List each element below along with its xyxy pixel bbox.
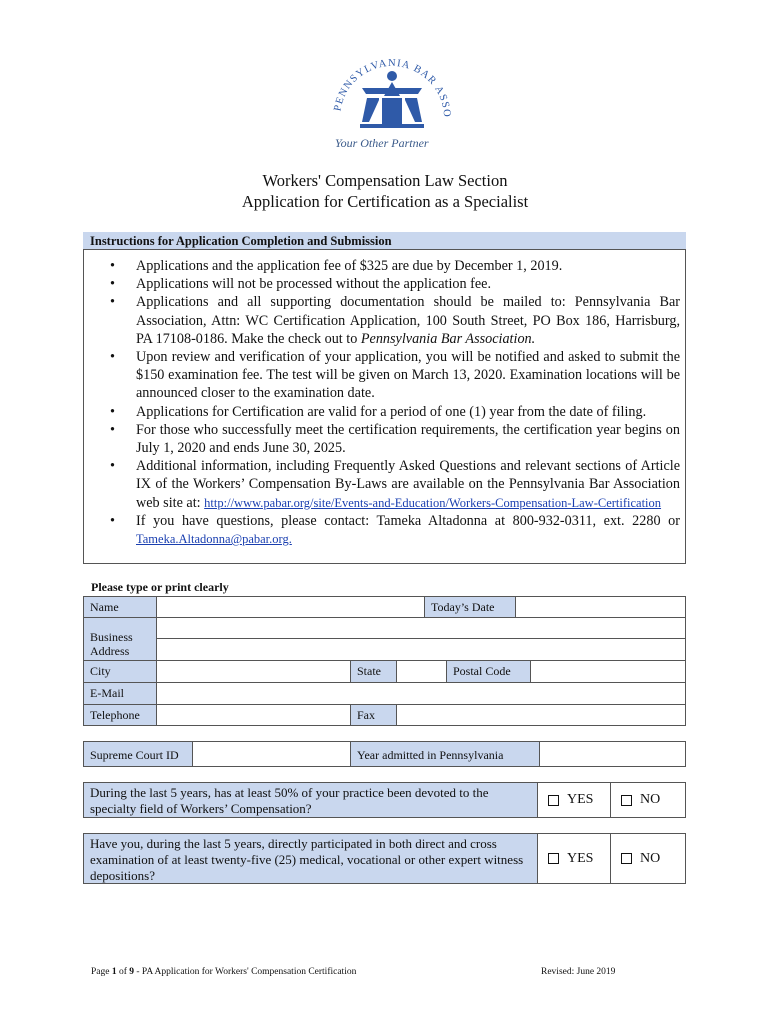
instruction-item: • Applications will not be processed without the application fee. <box>108 275 680 293</box>
logo-arc-text: PENNSYLVANIA BAR ASSO <box>332 57 453 119</box>
instruction-item: • Applications and the application fee of $325 are due by December 1, 2019. <box>108 257 680 275</box>
q1-yes-option[interactable] <box>537 782 611 818</box>
instruction-item: • Additional information, including Frequently Asked Questions and relevant sections of Article IX of the Workers’ Compensation By-Laws are available on the Pennsylvania Bar Association web site at: http://www.pabar.org/site/Events-and-Education/Workers-Compensation-Law-Certification <box>108 457 680 512</box>
state-field[interactable] <box>396 660 447 683</box>
postal-code-field[interactable] <box>530 660 686 683</box>
no-label: NO <box>640 792 661 807</box>
business-address-label: Business Address <box>83 617 157 661</box>
city-label: City <box>83 660 157 683</box>
instruction-item: • Upon review and verification of your application, you will be notified and asked to submit the $150 examination fee. The test will be given on March 13, 2020. Examination locations will be announced closer to the examination date. <box>108 348 680 403</box>
email-label: E-Mail <box>83 682 157 705</box>
form-title-line2: Application for Certification as a Specialist <box>241 192 529 211</box>
print-instruction: Please type or print clearly <box>91 580 229 594</box>
no-label: NO <box>640 850 661 866</box>
business-address-field-2[interactable] <box>156 638 686 661</box>
fax-label: Fax <box>350 704 397 726</box>
date-label: Today’s Date <box>424 596 516 618</box>
checkbox-icon[interactable] <box>548 853 559 864</box>
q2-no-option[interactable] <box>610 833 686 884</box>
instruction-item: • Applications for Certification are valid for a period of one (1) year from the date of filing. <box>108 403 680 421</box>
state-label: State <box>350 660 397 683</box>
year-admitted-label: Year admitted in Pennsylvania <box>350 741 540 767</box>
email-field[interactable] <box>156 682 686 705</box>
page-footer: Page 1 of 9 - PA Application for Workers' Compensation Certification <box>91 967 357 977</box>
supreme-court-id-label: Supreme Court ID <box>83 741 193 767</box>
q2-yes-option[interactable] <box>537 833 611 884</box>
instruction-item: • Applications and all supporting documentation should be mailed to: Pennsylvania Bar Association, Attn: WC Certification Application, 100 South Street, PO Box 186, Harrisburg, PA 17108-0186. Make the check out to Pennsylvania Bar Association. <box>108 293 680 348</box>
fax-field[interactable] <box>396 704 686 726</box>
logo-tagline: Your Other Partner <box>335 136 429 150</box>
instruction-item: • If you have questions, please contact: Tameka Altadonna at 800-932-0311, ext. 2280 or Tameka.Altadonna@pabar.org. <box>108 512 680 548</box>
yes-label: YES <box>567 850 594 866</box>
city-field[interactable] <box>156 660 351 683</box>
year-admitted-field[interactable] <box>539 741 686 767</box>
form-title-line1: Workers' Compensation Law Section <box>262 171 508 190</box>
check-payee: Pennsylvania Bar Association. <box>360 330 536 347</box>
question-practice-devoted: During the last 5 years, has at least 50% of your practice been devoted to the specialty field of Workers’ Compensation? <box>83 782 538 818</box>
checkbox-icon[interactable] <box>548 795 559 806</box>
question-depositions: Have you, during the last 5 years, directly participated in both direct and cross examination of at least twenty-five (25) medical, vocational or other expert witness depositions? <box>83 833 538 884</box>
q1-no-option[interactable] <box>610 782 686 818</box>
website-link[interactable]: http://www.pabar.org/site/Events-and-Education/Workers-Compensation-Law-Certification <box>204 495 662 510</box>
revised-date: Revised: June 2019 <box>541 967 616 977</box>
supreme-court-id-field[interactable] <box>192 741 351 767</box>
name-label: Name <box>83 596 157 618</box>
yes-label: YES <box>567 792 594 807</box>
date-field[interactable] <box>515 596 686 618</box>
checkbox-icon[interactable] <box>621 795 632 806</box>
business-address-field-1[interactable] <box>156 617 686 639</box>
checkbox-icon[interactable] <box>621 853 632 864</box>
email-link[interactable]: Tameka.Altadonna@pabar.org. <box>136 532 292 547</box>
telephone-field[interactable] <box>156 704 351 726</box>
telephone-label: Telephone <box>83 704 157 726</box>
instructions-list <box>108 257 680 548</box>
postal-code-label: Postal Code <box>446 660 531 683</box>
instructions-heading: Instructions for Application Completion and Submission <box>83 232 686 250</box>
instruction-item: • For those who successfully meet the certification requirements, the certification year begins on July 1, 2020 and ends June 30, 2025. <box>108 421 680 457</box>
name-field[interactable] <box>156 596 425 618</box>
